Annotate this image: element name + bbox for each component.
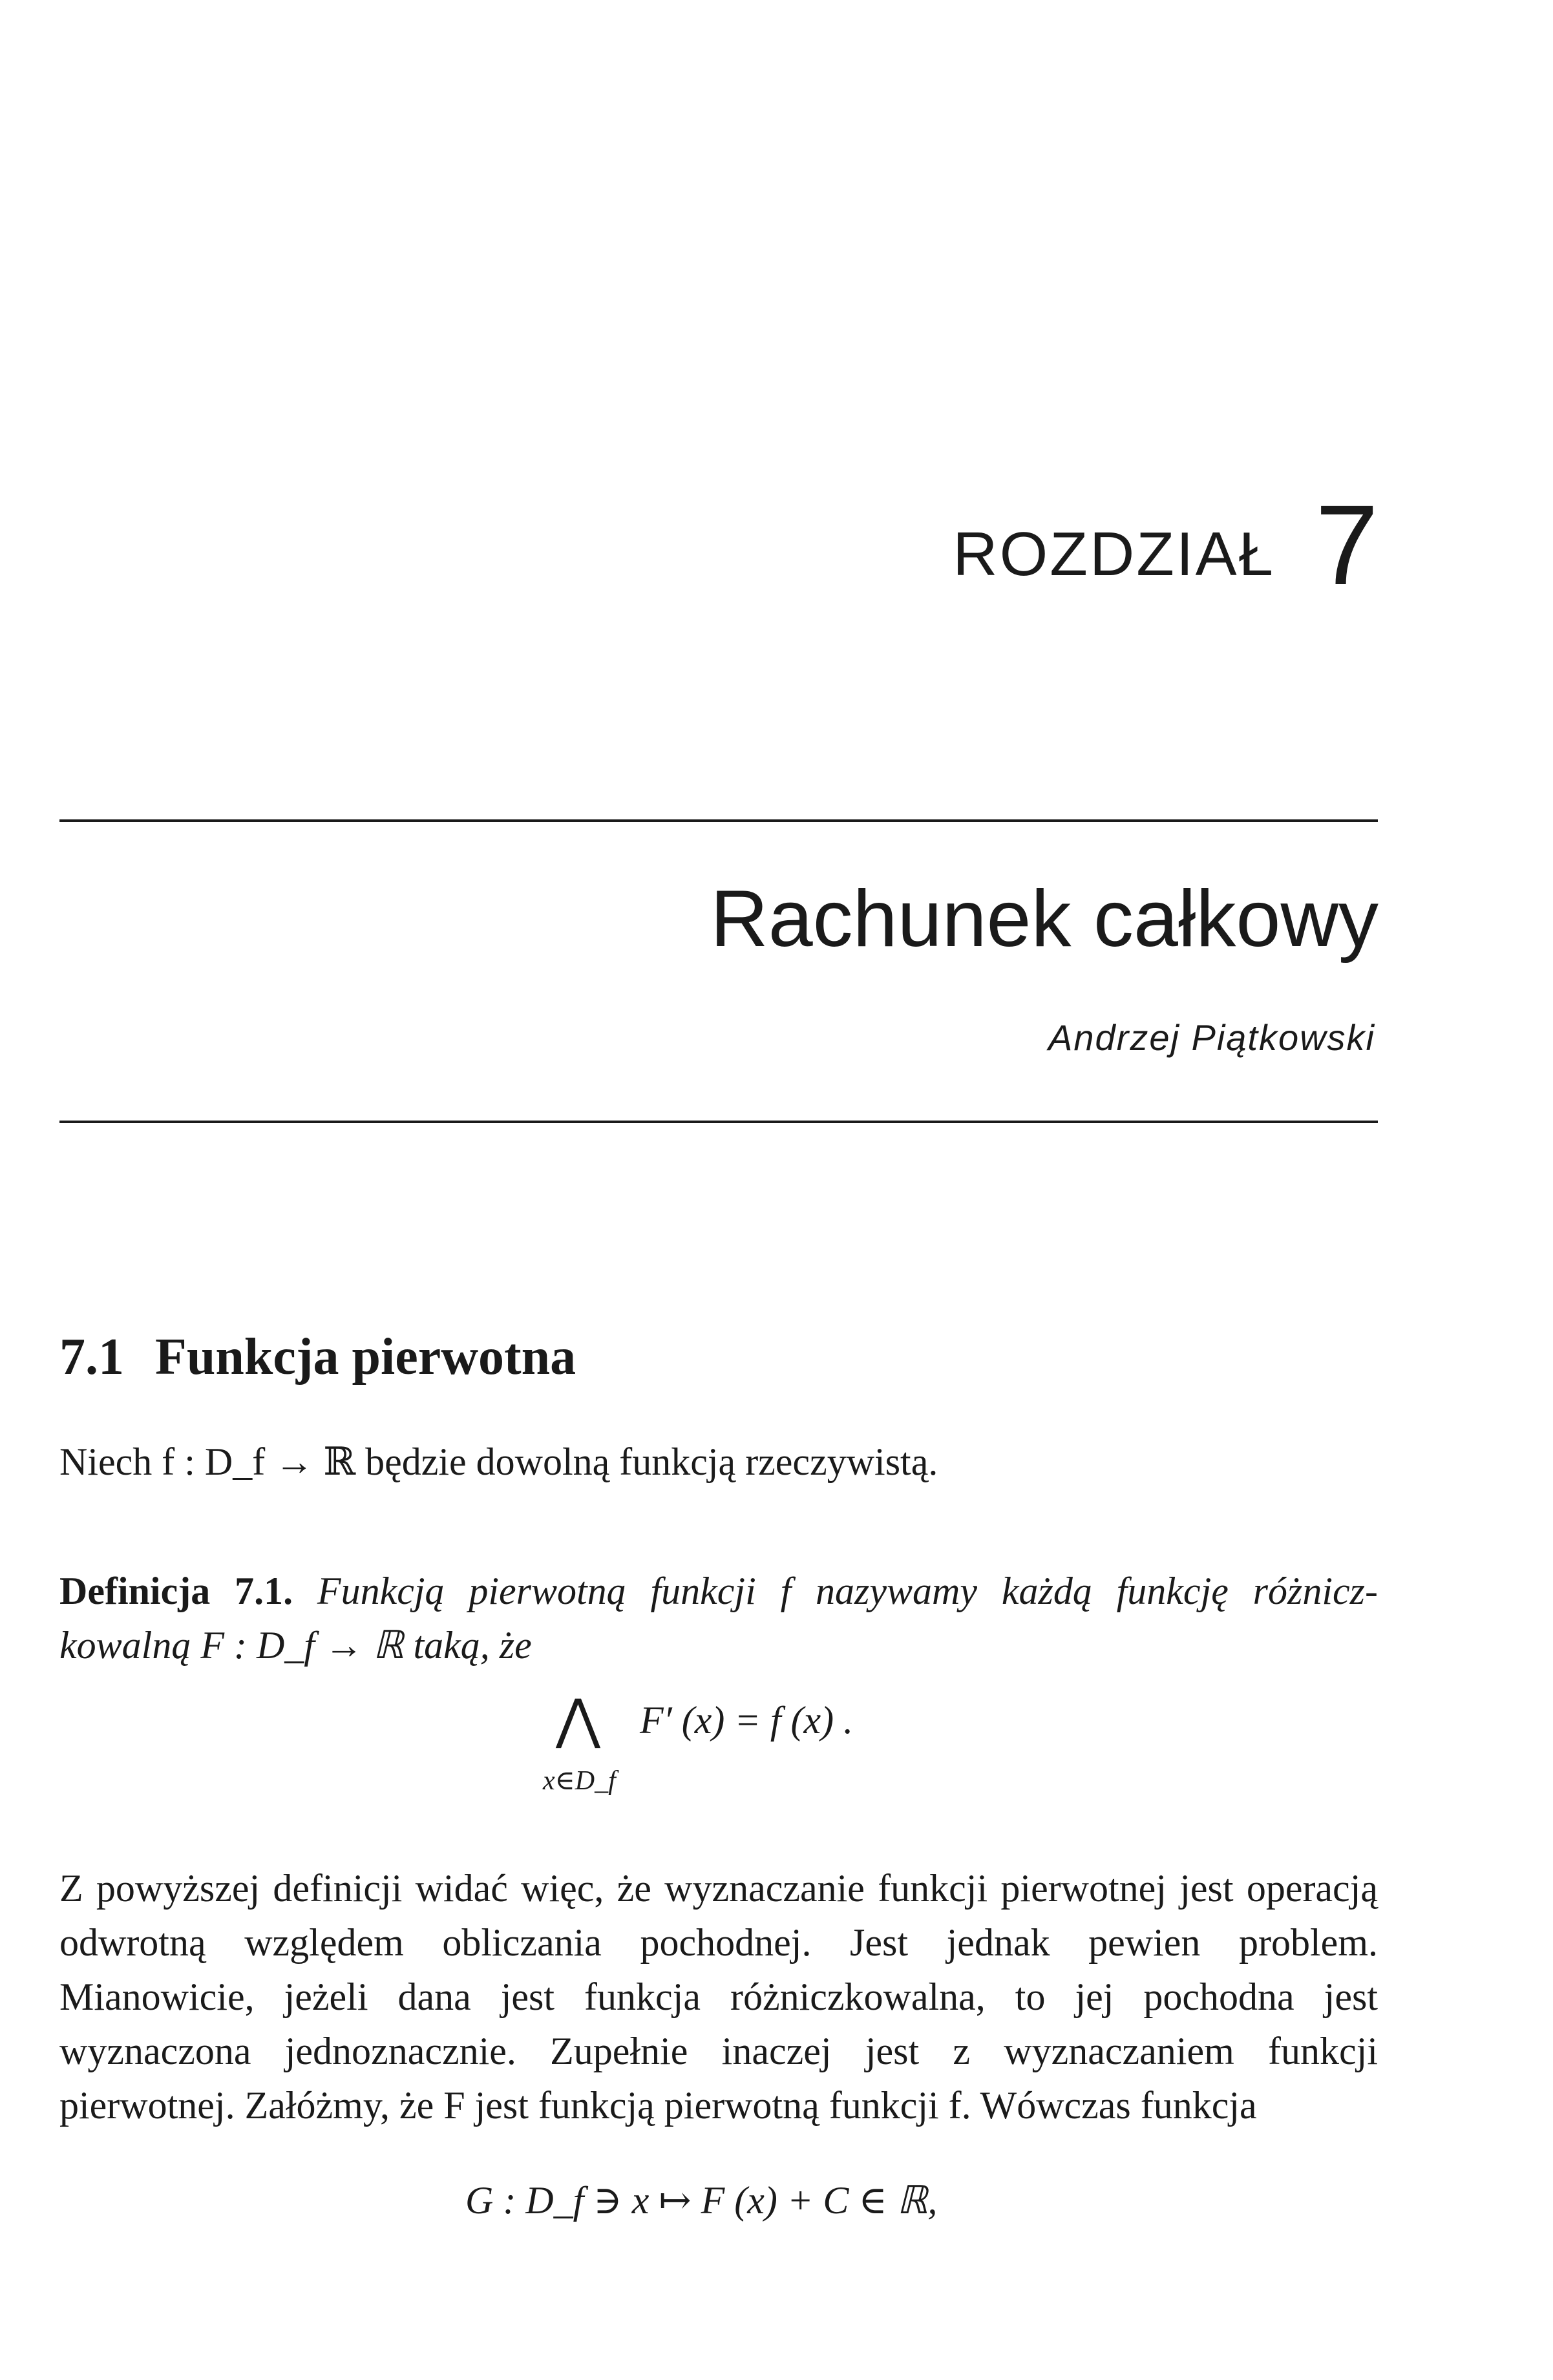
operator-subscript: x∈D_f bbox=[543, 1766, 616, 1796]
definition-text-2: kowalną F : D_f → ℝ taką, że bbox=[59, 1624, 532, 1667]
formula-body: F′ (x) = f (x) . bbox=[640, 1699, 854, 1742]
body-paragraph: Z powyższej definicji widać więc, że wyznaczanie funkcji pierwotnej jest operacją odwrotną względem obliczania pochodnej. Jest jednak pewien problem. Mianowicie, jeżeli dana jest funkcja różniczkowalna, to jej pochodna jest wyznaczona jednoznacznie. Zupełnie inaczej jest z wyznaczaniem funkcji pierwotnej. Załóżmy, że F jest funkcją pierwotną funkcji f. Wówczas funkcja bbox=[59, 1867, 1378, 2127]
chapter-label: ROZDZIAŁ bbox=[953, 520, 1275, 589]
chapter-number: 7 bbox=[1315, 482, 1379, 609]
section-title: Funkcja pierwotna bbox=[155, 1329, 576, 1385]
section-number: 7.1 bbox=[59, 1329, 124, 1385]
definition-line-1 bbox=[59, 1564, 1378, 1618]
display-formula-2: G : D_f ∋ x ↦ F (x) + C ∈ ℝ, bbox=[465, 2179, 938, 2222]
top-rule bbox=[59, 819, 1378, 822]
definition-label: Definicja 7.1. bbox=[59, 1570, 293, 1612]
intro-text: Niech f : D_f → ℝ będzie dowolną funkcją rzeczywistą. bbox=[59, 1440, 938, 1483]
bottom-rule bbox=[59, 1121, 1378, 1123]
big-wedge-operator: ⋀ bbox=[556, 1690, 600, 1750]
chapter-title: Rachunek całkowy bbox=[710, 874, 1379, 964]
display-formula-1 bbox=[543, 1690, 944, 1822]
section-heading bbox=[59, 1331, 576, 1383]
chapter-author: Andrzej Piątkowski bbox=[1048, 1017, 1375, 1058]
definition-text-1: Funkcją pierwotną funkcji f nazywamy każdą funkcję różnicz- bbox=[317, 1570, 1379, 1612]
